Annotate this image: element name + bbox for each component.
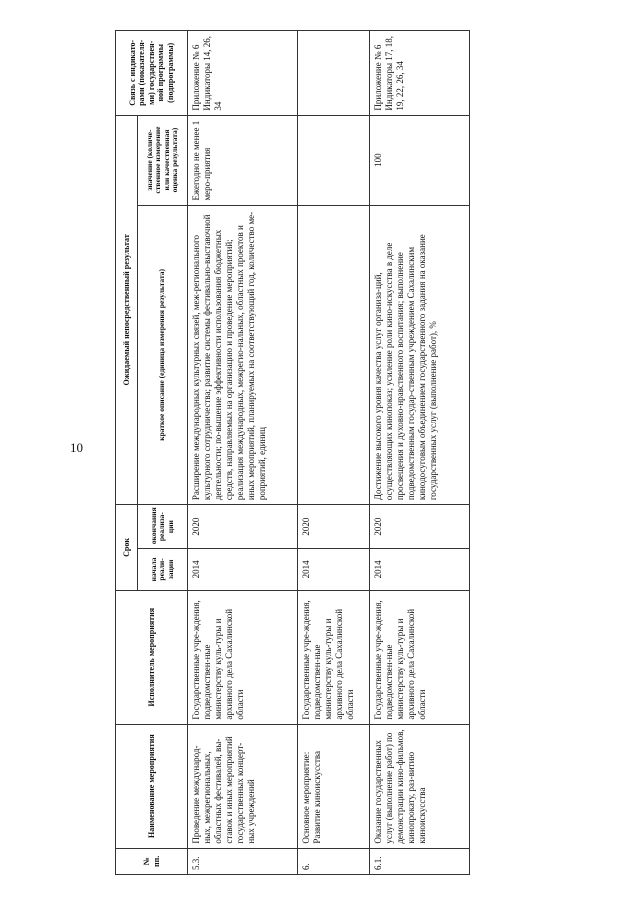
- row-end: 2020: [298, 505, 370, 549]
- row-value: [298, 115, 370, 205]
- activities-table: [115, 30, 470, 875]
- row-desc: Расширение международных культурных связей, меж-регионального культурного сотрудничества; развитие системы фестивально-выставочной деятельности; по-вышение эффективности использования бюджетных средств, направляемых на организацию и проведение мероприятий; реализация международных, межрегио-нальных, областных проектов и иных мероприятий, планируемых на соответствующий год, количество ме-роприятий, единиц: [188, 205, 298, 505]
- header-link: Связь с индикато-рами (показателя-ми) государствен-ной программы (подпрограммы): [116, 31, 188, 116]
- header-term-start: начала реали-зации: [138, 549, 188, 591]
- row-name: Проведение международ-ных, межрегиональных, областных фестивалей, вы-ставок и иных мероприятий государственных концерт-ных учреждений: [188, 724, 298, 848]
- row-name: Основное мероприятие: Развитие киноискусства: [298, 724, 370, 848]
- row-num: 6.1.: [370, 848, 470, 874]
- header-term: Срок: [116, 505, 138, 591]
- row-executor: Государственные учре-ждения, подведомствен-ные министерству куль-туры и архивного дела Сахалинской области: [370, 590, 470, 724]
- header-name: Наименование мероприятия: [116, 724, 188, 848]
- page-number: 10: [70, 440, 83, 455]
- row-desc: [298, 205, 370, 505]
- header-num: № пп.: [116, 848, 188, 874]
- row-num: 5.3.: [188, 848, 298, 874]
- activities-table-rotated: [115, 30, 621, 875]
- table-row: [370, 31, 470, 875]
- header-term-end: окончания реализа-ции: [138, 505, 188, 549]
- header-result-value: значение (количе-ственное измерение или качественная оценка результата): [138, 115, 188, 205]
- table-row: [188, 31, 298, 875]
- row-executor: Государственные учре-ждения, подведомствен-ные министерству куль-туры и архивного дела Сахалинской области: [298, 590, 370, 724]
- row-end: 2020: [370, 505, 470, 549]
- table-row: [298, 31, 370, 875]
- row-link: Приложение № 6 Индикаторы 17, 18, 19, 22, 26, 34: [370, 31, 470, 116]
- row-start: 2014: [188, 549, 298, 591]
- header-result: Ожидаемый непосредственный результат: [116, 115, 138, 505]
- row-executor: Государственные учре-ждения, подведомствен-ные министерству куль-туры и архивного дела Сахалинской области: [188, 590, 298, 724]
- row-num: 6.: [298, 848, 370, 874]
- header-executor: Исполнитель мероприятия: [116, 590, 188, 724]
- row-name: Оказание государственных услуг (выполнение работ) по демонстрации кино-фильмов, кинопрокату, раз-витию киноискусства: [370, 724, 470, 848]
- row-value: Ежегодно не менее 1 меро-приятия: [188, 115, 298, 205]
- row-end: 2020: [188, 505, 298, 549]
- row-link: [298, 31, 370, 116]
- row-start: 2014: [370, 549, 470, 591]
- row-start: 2014: [298, 549, 370, 591]
- row-value: 100: [370, 115, 470, 205]
- row-desc: Достижение высокого уровня качества услуг организа-ций, осуществляющих кинопоказ; усиление роли кино-искусства в деле просвещения и духовно-нравственного воспитания; выполнение подведомственным государ-ственным учреждением Сахалинским кинодосуговым объединением государственного задания на оказание государственных услуг (выполнение работ), %: [370, 205, 470, 505]
- row-link: Приложение № 6 Индикаторы 14, 26, 34: [188, 31, 298, 116]
- header-result-desc: краткое описание (единица измерения результата): [138, 205, 188, 505]
